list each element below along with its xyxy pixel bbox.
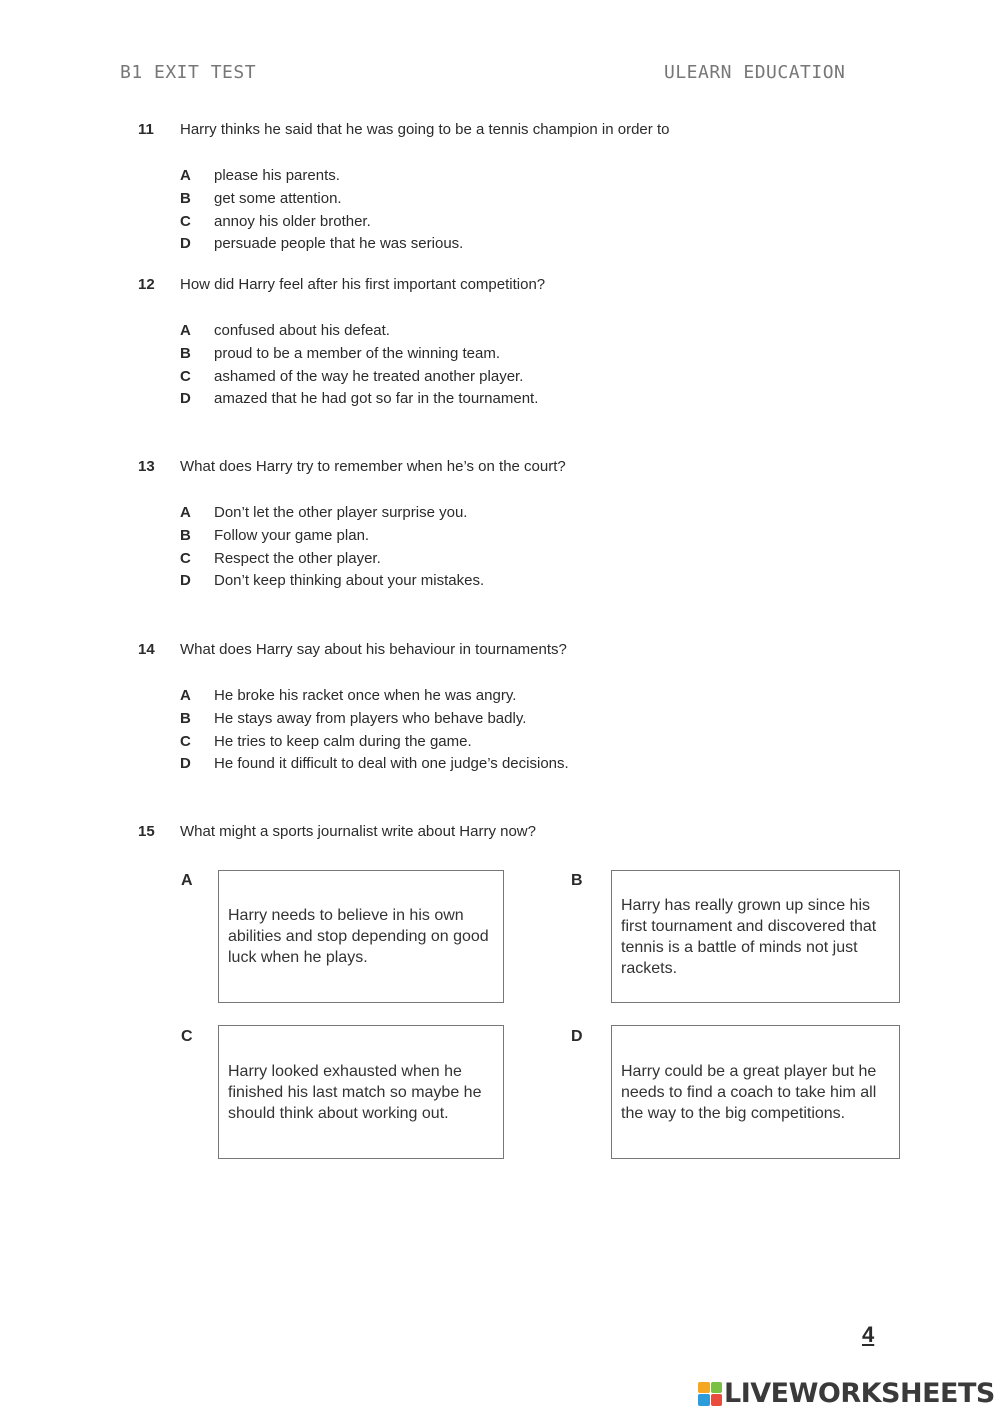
- option-text: Follow your game plan.: [214, 526, 370, 544]
- question-number: 14: [138, 641, 155, 658]
- option-text: Don’t let the other player surprise you.: [214, 504, 468, 521]
- box-letter-c: C: [181, 1028, 193, 1045]
- option-letter: A: [180, 322, 191, 339]
- options-list: [180, 687, 569, 778]
- answer-box-text: Harry looked exhausted when he finished his last match so maybe he should think about working out.: [228, 1062, 482, 1122]
- option-letter: C: [180, 367, 191, 385]
- question-text: Harry thinks he said that he was going to be a tennis champion in order to: [180, 121, 670, 138]
- option-letter: A: [180, 687, 191, 704]
- header-left-title: B1 EXIT TEST: [120, 62, 257, 83]
- option-b[interactable]: [180, 527, 566, 550]
- box-letter-b: B: [571, 872, 583, 889]
- option-b[interactable]: [180, 710, 569, 733]
- option-d[interactable]: [180, 235, 669, 258]
- option-b[interactable]: [180, 190, 669, 213]
- option-text: amazed that he had got so far in the tournament.: [214, 390, 539, 408]
- header-right-title: ULEARN EDUCATION: [664, 62, 846, 83]
- logo-square: [698, 1394, 710, 1406]
- option-letter: D: [180, 572, 191, 590]
- options-list: [180, 504, 566, 595]
- question-11: [138, 121, 669, 258]
- question-14: [138, 641, 569, 778]
- option-d[interactable]: [180, 755, 569, 778]
- logo-square: [698, 1382, 710, 1394]
- answer-box-c[interactable]: [218, 1025, 504, 1159]
- answer-box-d[interactable]: [611, 1025, 900, 1159]
- logo-square: [711, 1382, 723, 1394]
- option-letter: D: [180, 755, 191, 773]
- question-number: 15: [138, 823, 155, 840]
- box-letter-d: D: [571, 1028, 583, 1045]
- liveworksheets-logo-icon: [698, 1382, 722, 1406]
- answer-box-a[interactable]: [218, 870, 504, 1003]
- option-d[interactable]: [180, 390, 545, 413]
- question-text: How did Harry feel after his first important competition?: [180, 276, 546, 293]
- option-letter: C: [180, 549, 191, 567]
- option-a[interactable]: [180, 167, 669, 190]
- question-number: 12: [138, 276, 155, 293]
- option-c[interactable]: [180, 550, 566, 573]
- option-a[interactable]: [180, 322, 545, 345]
- option-text: annoy his older brother.: [214, 212, 371, 230]
- question-text: What does Harry try to remember when he’s on the court?: [180, 458, 566, 475]
- option-d[interactable]: [180, 572, 566, 595]
- logo-square: [711, 1394, 723, 1406]
- options-list: [180, 167, 669, 258]
- option-text: Don’t keep thinking about your mistakes.: [214, 572, 485, 590]
- question-15: [138, 823, 536, 843]
- box-letter-a: A: [181, 872, 193, 889]
- option-b[interactable]: [180, 345, 545, 368]
- option-a[interactable]: [180, 687, 569, 710]
- option-c[interactable]: [180, 368, 545, 391]
- answer-box-text: Harry has really grown up since his first tournament and discovered that tennis is a battle of minds not just rackets.: [621, 896, 877, 977]
- option-c[interactable]: [180, 213, 669, 236]
- option-letter: C: [180, 212, 191, 230]
- liveworksheets-logo: [698, 1378, 995, 1409]
- option-text: He tries to keep calm during the game.: [214, 732, 472, 750]
- option-letter: A: [180, 504, 191, 521]
- option-text: ashamed of the way he treated another player.: [214, 367, 524, 385]
- option-text: proud to be a member of the winning team.: [214, 344, 500, 362]
- option-letter: B: [180, 526, 191, 544]
- option-letter: B: [180, 189, 191, 207]
- option-text: He stays away from players who behave badly.: [214, 709, 527, 727]
- option-text: He found it difficult to deal with one judge’s decisions.: [214, 755, 569, 773]
- option-text: Respect the other player.: [214, 549, 381, 567]
- option-text: confused about his defeat.: [214, 322, 390, 339]
- question-13: [138, 458, 566, 595]
- option-letter: B: [180, 344, 191, 362]
- option-c[interactable]: [180, 733, 569, 756]
- liveworksheets-wordmark: LIVEWORKSHEETS: [724, 1378, 995, 1409]
- answer-box-text: Harry needs to believe in his own abilities and stop depending on good luck when he plays.: [228, 907, 489, 966]
- question-12: [138, 276, 545, 413]
- question-number: 11: [138, 121, 154, 138]
- answer-box-b[interactable]: [611, 870, 900, 1003]
- option-text: persuade people that he was serious.: [214, 235, 464, 253]
- option-letter: B: [180, 709, 191, 727]
- option-text: get some attention.: [214, 189, 342, 207]
- option-letter: D: [180, 390, 191, 408]
- page-number: 4: [862, 1322, 875, 1347]
- option-letter: D: [180, 235, 191, 253]
- question-text: What does Harry say about his behaviour in tournaments?: [180, 641, 567, 658]
- options-list: [180, 322, 545, 413]
- option-letter: C: [180, 732, 191, 750]
- question-text: What might a sports journalist write about Harry now?: [180, 823, 536, 840]
- answer-box-text: Harry could be a great player but he needs to find a coach to take him all the way to the big competitions.: [621, 1062, 877, 1122]
- option-letter: A: [180, 167, 191, 184]
- option-text: He broke his racket once when he was angry.: [214, 687, 517, 704]
- question-number: 13: [138, 458, 155, 475]
- option-text: please his parents.: [214, 167, 340, 184]
- option-a[interactable]: [180, 504, 566, 527]
